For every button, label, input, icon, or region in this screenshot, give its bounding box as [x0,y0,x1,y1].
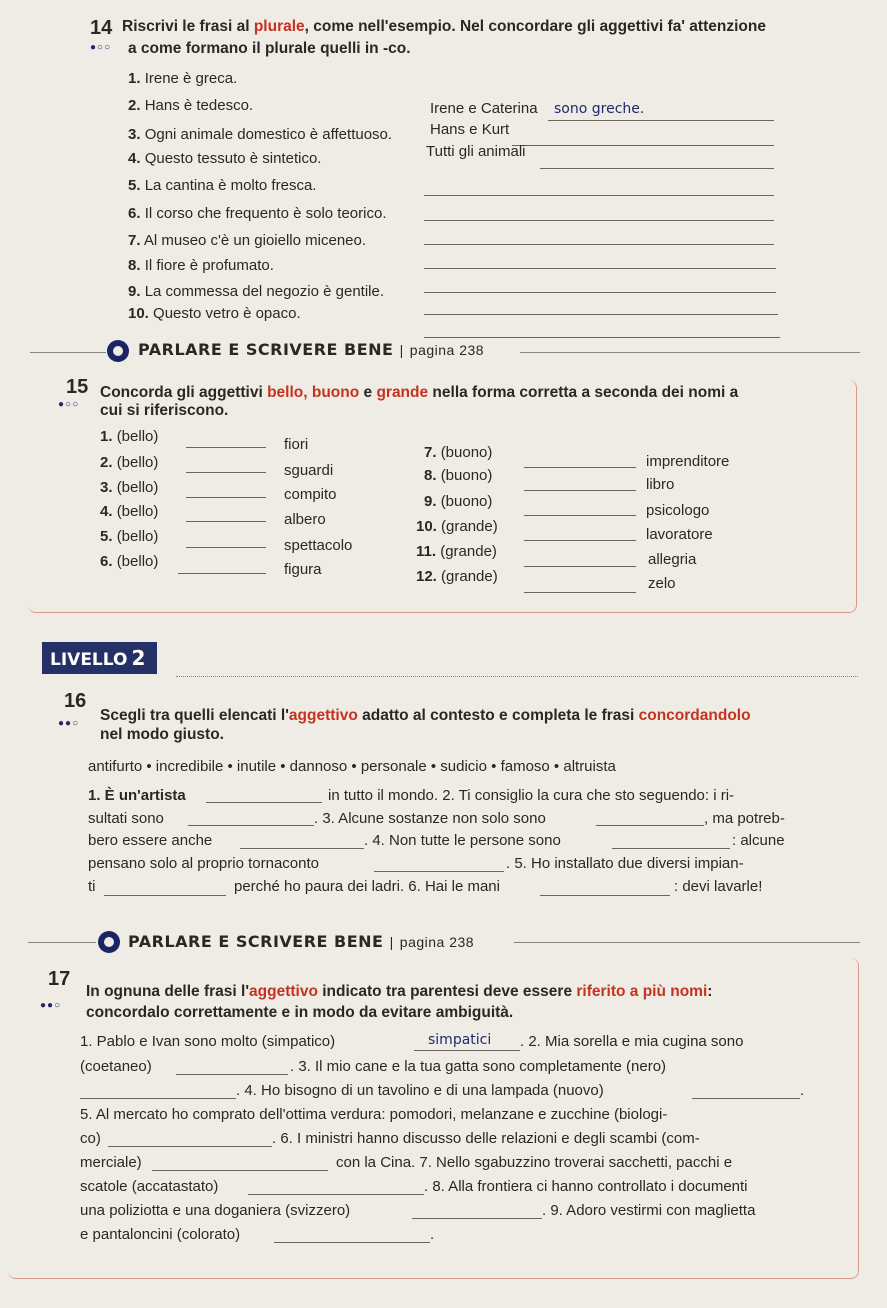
ex15-item-4: 4. (bello) [100,503,159,520]
ex17-blank-2[interactable] [176,1074,288,1075]
ex14-answer-prompt-2: Hans e Kurt [430,121,510,138]
exercise-17-instruction-line2: concordalo correttamente e in modo da evitare ambiguità. [86,1004,514,1021]
ex17-line-3b: . 4. Ho bisogno di un tavolino e di una lampada (nuovo) [236,1082,604,1099]
ex15-blank-11[interactable] [524,566,636,567]
ex15-blank-1[interactable] [186,447,266,448]
ex15-blank-8[interactable] [524,490,636,491]
level-dotted-rule [176,676,858,677]
ex17-blank-5[interactable] [108,1146,272,1147]
ex15-noun-2: sguardi [284,462,334,479]
ex15-noun-5: spettacolo [284,537,353,554]
ex14-item-6: 6. Il corso che frequento è solo teorico. [128,205,387,222]
ex16-blank-1[interactable] [206,802,322,803]
ex15-item-6: 6. (bello) [100,553,159,570]
ex17-blank-4[interactable] [692,1098,800,1099]
speech-icon [98,931,120,953]
ex17-line-2b: . 3. Il mio cane e la tua gatta sono completamente (nero) [290,1058,667,1075]
ex17-line-9a: e pantaloncini (colorato) [80,1226,241,1243]
ex16-line-4b: . 5. Ho installato due diversi impian- [506,855,744,872]
exercise-14-instruction: Riscrivi le frasi al plurale, come nell'esempio. Nel concordare gli aggettivi fa' attenzione [122,18,766,35]
difficulty-dots: ●○○ [58,399,80,410]
ex14-blank-3[interactable] [540,168,774,169]
ex15-blank-6[interactable] [178,573,266,574]
ex14-item-9: 9. La commessa del negozio è gentile. [128,283,384,300]
ex16-blank-7[interactable] [104,895,226,896]
ex15-blank-9[interactable] [524,515,636,516]
ex16-line-5c: : devi lavarle! [674,878,763,895]
difficulty-dots: ●○○ [90,42,112,53]
ex15-blank-10[interactable] [524,540,636,541]
ex15-noun-7: imprenditore [646,453,730,470]
ex14-item-3: 3. Ogni animale domestico è affettuoso. [128,126,393,143]
ex14-blank-2[interactable] [512,145,774,146]
ex16-line-2a: sultati sono [88,810,164,827]
exercise-14-number: 14 [90,17,113,39]
ex15-item-7: 7. (buono) [424,444,493,461]
ex16-line-5a: ti [88,878,96,895]
exercise-15-number: 15 [66,376,89,398]
ex15-noun-12: zelo [648,575,676,592]
ex15-item-5: 5. (bello) [100,528,159,545]
ex17-line-1a: 1. Pablo e Ivan sono molto (simpatico) [80,1033,336,1050]
ex17-blank-8[interactable] [412,1218,542,1219]
ex14-blank-8[interactable] [424,292,776,293]
ex15-blank-5[interactable] [186,547,266,548]
ex14-answer-prompt-1: Irene e Caterina [430,100,538,117]
exercise-16-instruction-line2: nel modo giusto. [100,726,224,743]
ex17-blank-1[interactable] [414,1050,520,1051]
difficulty-dots: ●●○ [58,718,80,729]
ex14-answer-example: sono greche. [554,101,645,117]
ex15-item-10: 10. (grande) [416,518,498,535]
ex14-blank-5[interactable] [424,220,774,221]
ex15-item-3: 3. (bello) [100,479,159,496]
ex17-line-5b: . 6. I ministri hanno discusso delle relazioni e degli scambi (com- [272,1130,700,1147]
ex17-line-2a: (coetaneo) [80,1058,152,1075]
exercise-16-number: 16 [64,690,87,712]
ex16-blank-2[interactable] [188,825,314,826]
ex17-line-5a: co) [80,1130,101,1147]
ex15-blank-4[interactable] [186,521,266,522]
ex14-item-2: 2. Hans è tedesco. [128,97,254,114]
ex14-item-4: 4. Questo tessuto è sintetico. [128,150,322,167]
ex17-line-6a: merciale) [80,1154,142,1171]
ex14-item-7: 7. Al museo c'è un gioiello miceneo. [128,232,367,249]
ex16-line-3b: . 4. Non tutte le persone sono [364,832,561,849]
ex16-blank-8[interactable] [540,895,670,896]
section-rule-left [28,942,96,943]
ex16-blank-3[interactable] [596,825,704,826]
ex17-blank-3[interactable] [80,1098,236,1099]
ex17-answer-example: simpatici [428,1032,492,1048]
ex14-item-10: 10. Questo vetro è opaco. [128,305,301,322]
ex14-blank-6[interactable] [424,244,774,245]
ex17-blank-6[interactable] [152,1170,328,1171]
ex16-line-3a: bero essere anche [88,832,213,849]
ex15-noun-9: psicologo [646,502,710,519]
section-title-1: PARLARE E SCRIVERE BENE | pagina 238 [138,340,485,359]
ex16-word-list: antifurto • incredibile • inutile • dannoso • personale • sudicio • famoso • altruista [88,758,616,775]
ex15-noun-6: figura [284,561,322,578]
ex15-item-2: 2. (bello) [100,454,159,471]
ex16-line-2b: . 3. Alcune sostanze non solo sono [314,810,546,827]
ex17-blank-9[interactable] [274,1242,430,1243]
ex14-item-8: 8. Il fiore è profumato. [128,257,274,274]
exercise-15-instruction: Concorda gli aggettivi bello, buono e grande nella forma corretta a seconda dei nomi a [100,384,739,401]
ex17-line-8b: . 9. Adoro vestirmi con maglietta [542,1202,756,1219]
ex15-blank-7[interactable] [524,467,636,468]
ex14-blank-1[interactable] [548,120,774,121]
speech-icon [107,340,129,362]
ex17-line-1b: . 2. Mia sorella e mia cugina sono [520,1033,744,1050]
ex15-item-1: 1. (bello) [100,428,159,445]
ex14-item-1: 1. Irene è greca. [128,70,238,87]
ex16-line-5b: perché ho paura dei ladri. 6. Hai le mani [234,878,500,895]
ex16-blank-5[interactable] [612,848,730,849]
ex14-item-5: 5. La cantina è molto fresca. [128,177,317,194]
ex17-line-6b: con la Cina. 7. Nello sgabuzzino troverai sacchetti, pacchi e [336,1154,733,1171]
ex15-noun-4: albero [284,511,326,528]
section-rule-left [30,352,106,353]
ex15-noun-10: lavoratore [646,526,713,543]
ex17-blank-7[interactable] [248,1194,424,1195]
ex17-line-7b: . 8. Alla frontiera ci hanno controllato i documenti [424,1178,748,1195]
ex17-line-3c: . [800,1082,805,1099]
ex16-line-2c: , ma potreb- [704,810,785,827]
ex15-item-8: 8. (buono) [424,467,493,484]
ex15-noun-8: libro [646,476,675,493]
section-rule-right [520,352,860,353]
ex16-blank-4[interactable] [240,848,364,849]
ex17-line-8a: una poliziotta e una doganiera (svizzero) [80,1202,351,1219]
ex15-blank-3[interactable] [186,497,266,498]
ex16-line-3c: : alcune [732,832,785,849]
exercise-14-instruction-line2: a come formano il plurale quelli in -co. [128,40,411,57]
ex15-noun-3: compito [284,486,337,503]
ex14-answer-prompt-3: Tutti gli animali [426,143,526,160]
ex15-blank-12[interactable] [524,592,636,593]
ex14-blank-9[interactable] [424,314,778,315]
ex15-item-11: 11. (grande) [416,543,497,560]
ex17-line-4a: 5. Al mercato ho comprato dell'ottima verdura: pomodori, melanzane e zucchine (biologi- [80,1106,668,1123]
ex16-blank-6[interactable] [374,871,504,872]
ex15-item-9: 9. (buono) [424,493,493,510]
ex17-line-7a: scatole (accatastato) [80,1178,219,1195]
section-rule-right [514,942,860,943]
difficulty-dots: ●●○ [40,1000,62,1011]
exercise-17-instruction: In ognuna delle frasi l'aggettivo indicato tra parentesi deve essere riferito a più nomi: [86,983,713,1000]
ex17-line-9b: . [430,1226,435,1243]
exercise-15-instruction-line2: cui si riferiscono. [100,402,229,419]
section-title-2: PARLARE E SCRIVERE BENE | pagina 238 [128,932,475,951]
ex15-item-12: 12. (grande) [416,568,498,585]
ex14-blank-10[interactable] [424,337,780,338]
ex15-blank-2[interactable] [186,472,266,473]
ex15-noun-1: fiori [284,436,309,453]
level-badge: LIVELLO 2 [42,642,157,674]
ex14-blank-4[interactable] [424,195,774,196]
ex16-line-1b: in tutto il mondo. 2. Ti consiglio la cura che sto seguendo: i ri- [328,787,735,804]
ex16-line-1a: 1. È un'artista [88,787,186,804]
ex16-line-4a: pensano solo al proprio tornaconto [88,855,319,872]
ex15-noun-11: allegria [648,551,697,568]
exercise-17-number: 17 [48,968,71,990]
ex14-blank-7[interactable] [424,268,776,269]
exercise-16-instruction: Scegli tra quelli elencati l'aggettivo adatto al contesto e completa le frasi concordandolo [100,707,751,724]
